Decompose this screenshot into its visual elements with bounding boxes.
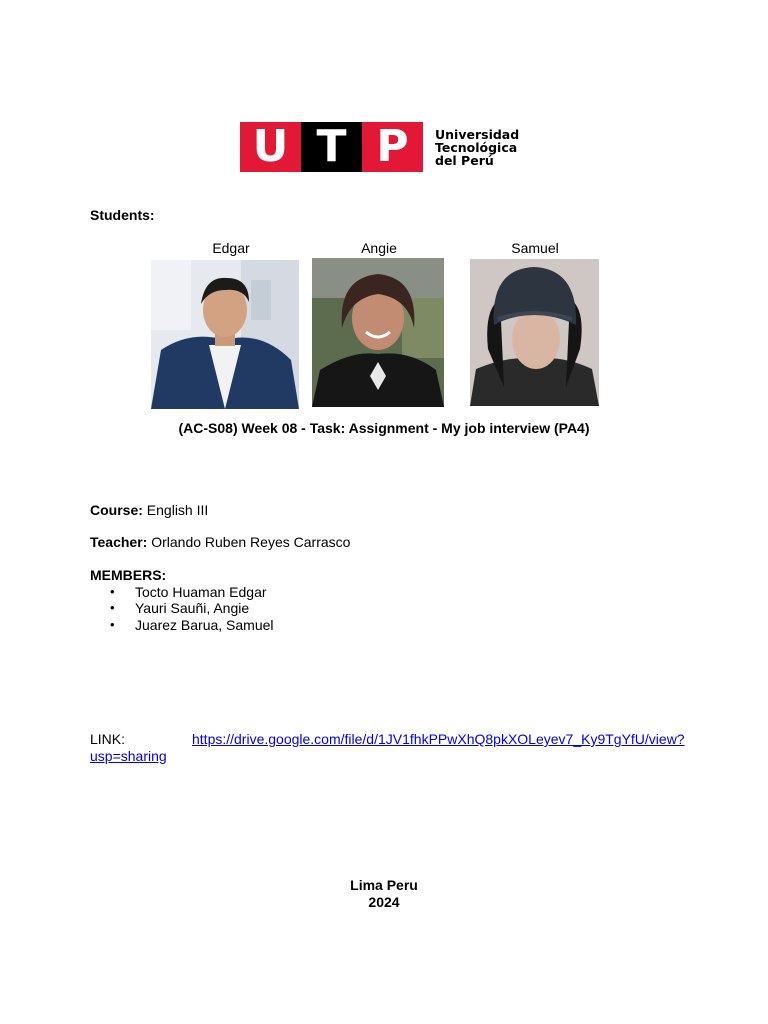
member-name: Tocto Huaman Edgar (135, 584, 267, 600)
student-name-edgar: Edgar (212, 240, 250, 256)
teacher-value: Orlando Ruben Reyes Carrasco (151, 534, 351, 550)
course-line (90, 502, 208, 518)
logo-line-3: del Perú (435, 152, 494, 168)
member-item (90, 584, 274, 600)
logo-line-1: Universidad (435, 126, 520, 142)
drive-link-line-1[interactable]: https://drive.google.com/file/d/1JV1fhkPPwXhQ8pkXOLeyev7_Ky9TgYfU/view? (192, 731, 685, 747)
bullet-icon: • (110, 584, 115, 599)
member-name: Juarez Barua, Samuel (135, 616, 274, 633)
student-name-samuel: Samuel (511, 240, 559, 256)
student-photo-edgar (151, 260, 299, 409)
bullet-icon: • (110, 616, 115, 632)
course-label: Course: (90, 502, 143, 518)
member-item (90, 600, 274, 616)
teacher-line (90, 534, 350, 550)
logo-letter-p: P (362, 122, 423, 172)
footer-city: Lima Peru (350, 877, 418, 893)
student-photo-samuel (470, 259, 599, 406)
logo-letters (240, 122, 423, 172)
drive-link-line-2[interactable]: usp=sharing (90, 748, 167, 764)
member-item (90, 617, 274, 633)
student-photo-angie (312, 258, 444, 407)
bullet-icon: • (110, 600, 115, 616)
members-list (90, 584, 274, 633)
students-label: Students: (90, 207, 155, 223)
footer-year: 2024 (368, 894, 400, 910)
task-title: (AC-S08) Week 08 - Task: Assignment - My job interview (PA4) (178, 420, 590, 436)
logo-university-name (435, 128, 519, 167)
logo-letter-u: U (240, 122, 301, 172)
student-name-angie: Angie (361, 240, 397, 256)
utp-logo (240, 121, 530, 173)
member-name: Yauri Sauñi, Angie (135, 600, 250, 617)
logo-letter-t: T (301, 122, 362, 172)
drive-link[interactable] (90, 731, 690, 765)
members-label: MEMBERS: (90, 567, 167, 583)
teacher-label: Teacher: (90, 534, 148, 550)
logo-line-2: Tecnológica (435, 139, 518, 155)
link-label: LINK: (90, 731, 126, 747)
course-value: English III (146, 502, 209, 518)
